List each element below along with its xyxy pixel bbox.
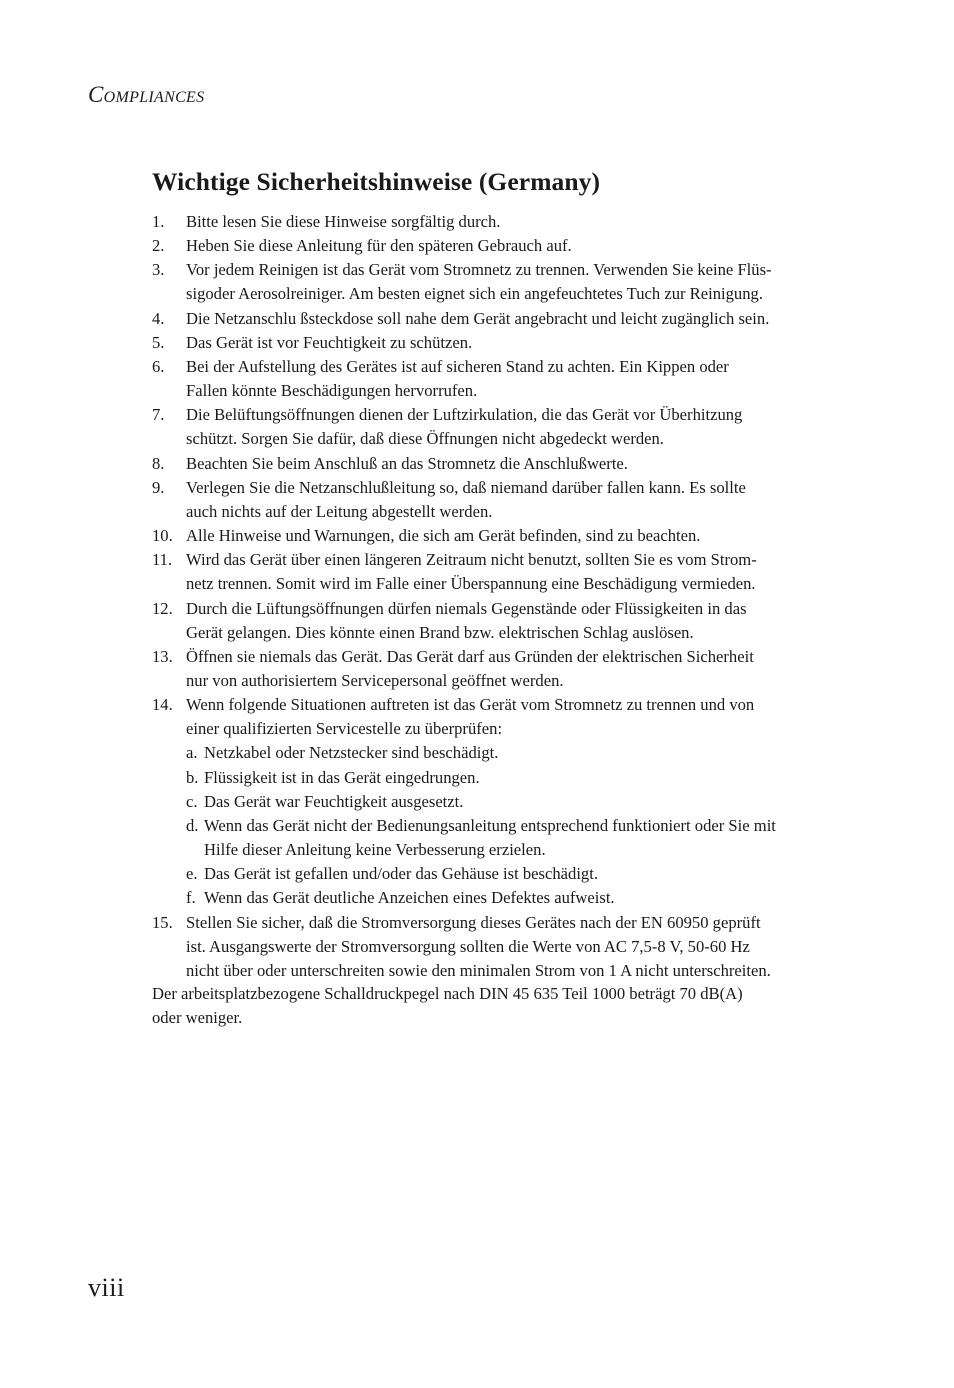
item-number: 8. [152, 453, 165, 473]
sub-item [186, 814, 852, 862]
item-text-continued: nicht über oder unterschreiten sowie den minimalen Strom von 1 A nicht unterschreiten. [186, 960, 771, 980]
page-number: viii [88, 1273, 125, 1302]
sub-item-letter: b. [186, 767, 199, 787]
item-number: 4. [152, 308, 165, 328]
list-item [152, 403, 852, 451]
sub-item [186, 790, 852, 814]
item-text: Bitte lesen Sie diese Hinweise sorgfältig durch. [186, 212, 501, 231]
running-header-rest: OMPLIANCES [103, 89, 205, 106]
noise-level-statement [152, 982, 852, 1030]
item-text-continued: einer qualifizierten Servicestelle zu überprüfen: [186, 719, 503, 739]
list-item [152, 307, 852, 331]
list-item [152, 524, 852, 548]
item-text: Vor jedem Reinigen ist das Gerät vom Stromnetz zu trennen. Verwenden Sie keine Flüs- [186, 260, 772, 280]
item-text: Wird das Gerät über einen längeren Zeitraum nicht benutzt, sollten Sie es vom Strom- [186, 550, 757, 570]
item-text-continued: netz trennen. Somit wird im Falle einer Überspannung eine Beschädigung vermieden. [186, 574, 756, 594]
sub-item-text-continued: Hilfe dieser Anleitung keine Verbesserung erzielen. [204, 840, 546, 860]
sub-item-text: Wenn das Gerät nicht der Bedienungsanleitung entsprechend funktioniert oder Sie mit [204, 815, 776, 835]
section-title: Wichtige Sicherheitshinweise (Germany) [152, 167, 601, 196]
sub-item-text: Flüssigkeit ist in das Gerät eingedrungen. [204, 767, 480, 787]
noise-level-line2: oder weniger. [152, 1008, 243, 1028]
sub-item-text: Das Gerät ist gefallen und/oder das Gehäuse ist beschädigt. [204, 864, 598, 884]
list-item [152, 331, 852, 355]
item-text-continued: sigoder Aerosolreiniger. Am besten eignet sich ein angefeuchtetes Tuch zur Reinigung. [186, 284, 763, 304]
item-text-continued: ist. Ausgangswerte der Stromversorgung sollten die Werte von AC 7,5-8 V, 50-60 Hz [186, 936, 750, 956]
sub-item [186, 741, 852, 765]
sub-item [186, 766, 852, 790]
sub-item-text: Wenn das Gerät deutliche Anzeichen eines Defektes aufweist. [204, 888, 615, 908]
sub-item-letter: e. [186, 864, 198, 884]
item-text: Durch die Lüftungsöffnungen dürfen niemals Gegenstände oder Flüssigkeiten in das [186, 598, 747, 618]
item-number: 10. [152, 526, 173, 546]
list-item [152, 476, 852, 524]
item-text: Heben Sie diese Anleitung für den späteren Gebrauch auf. [186, 236, 572, 256]
item-text-continued: nur von authorisiertem Servicepersonal geöffnet werden. [186, 670, 564, 690]
sub-item-letter: d. [186, 815, 199, 835]
sub-item-letter: c. [186, 791, 198, 811]
list-item [152, 548, 852, 596]
running-header-initial: C [88, 82, 104, 107]
sub-item-letter: a. [186, 743, 198, 763]
item-number: 7. [152, 405, 165, 425]
list-item [152, 452, 852, 476]
list-item [152, 210, 852, 234]
item-text: Alle Hinweise und Warnungen, die sich am Gerät befinden, sind zu beachten. [186, 526, 701, 546]
safety-instructions-list [152, 210, 852, 983]
sub-item [186, 862, 852, 886]
list-item [152, 597, 852, 645]
sub-item-letter: f. [186, 888, 196, 908]
item-number: 6. [152, 356, 165, 376]
item-text: Wenn folgende Situationen auftreten ist das Gerät vom Stromnetz zu trennen und von [186, 695, 755, 715]
item-text: Das Gerät ist vor Feuchtigkeit zu schützen. [186, 332, 473, 352]
item-number: 3. [152, 260, 165, 280]
running-header [88, 82, 204, 108]
item-number: 1. [152, 212, 165, 231]
sub-item-text: Netzkabel oder Netzstecker sind beschädigt. [204, 743, 499, 763]
item-number: 13. [152, 646, 173, 666]
item-text-continued: Fallen könnte Beschädigungen hervorrufen. [186, 381, 478, 401]
item-text: Verlegen Sie die Netzanschlußleitung so, daß niemand darüber fallen kann. Es sollte [186, 477, 746, 497]
sub-item [186, 886, 852, 910]
item-number: 11. [152, 550, 173, 570]
item-text: Die Belüftungsöffnungen dienen der Luftzirkulation, die das Gerät vor Überhitzung [186, 405, 743, 425]
item-number: 9. [152, 477, 165, 497]
item-text: Öffnen sie niemals das Gerät. Das Gerät darf aus Gründen der elektrischen Sicherheit [186, 646, 754, 666]
item-number: 2. [152, 236, 165, 256]
list-item [152, 693, 852, 910]
noise-level-line1: Der arbeitsplatzbezogene Schalldruckpegel nach DIN 45 635 Teil 1000 beträgt 70 dB(A) [152, 984, 743, 1003]
item-text-continued: auch nichts auf der Leitung abgestellt werden. [186, 501, 493, 521]
item-number: 14. [152, 695, 173, 715]
item-text: Bei der Aufstellung des Gerätes ist auf sicheren Stand zu achten. Ein Kippen oder [186, 356, 729, 376]
list-item [152, 911, 852, 983]
sub-item-text: Das Gerät war Feuchtigkeit ausgesetzt. [204, 791, 464, 811]
list-item [152, 234, 852, 258]
list-item [152, 645, 852, 693]
item-text: Beachten Sie beim Anschluß an das Stromnetz die Anschlußwerte. [186, 453, 628, 473]
list-item [152, 355, 852, 403]
item-number: 12. [152, 598, 173, 618]
list-item [152, 258, 852, 306]
item-text-continued: schützt. Sorgen Sie dafür, daß diese Öffnungen nicht abgedeckt werden. [186, 429, 664, 449]
item-text: Stellen Sie sicher, daß die Stromversorgung dieses Gerätes nach der EN 60950 geprüft [186, 912, 761, 932]
item-text: Die Netzanschlu ßsteckdose soll nahe dem Gerät angebracht und leicht zugänglich sein. [186, 308, 770, 328]
item-number: 15. [152, 912, 173, 932]
item-number: 5. [152, 332, 165, 352]
item-text-continued: Gerät gelangen. Dies könnte einen Brand bzw. elektrischen Schlag auslösen. [186, 622, 694, 642]
